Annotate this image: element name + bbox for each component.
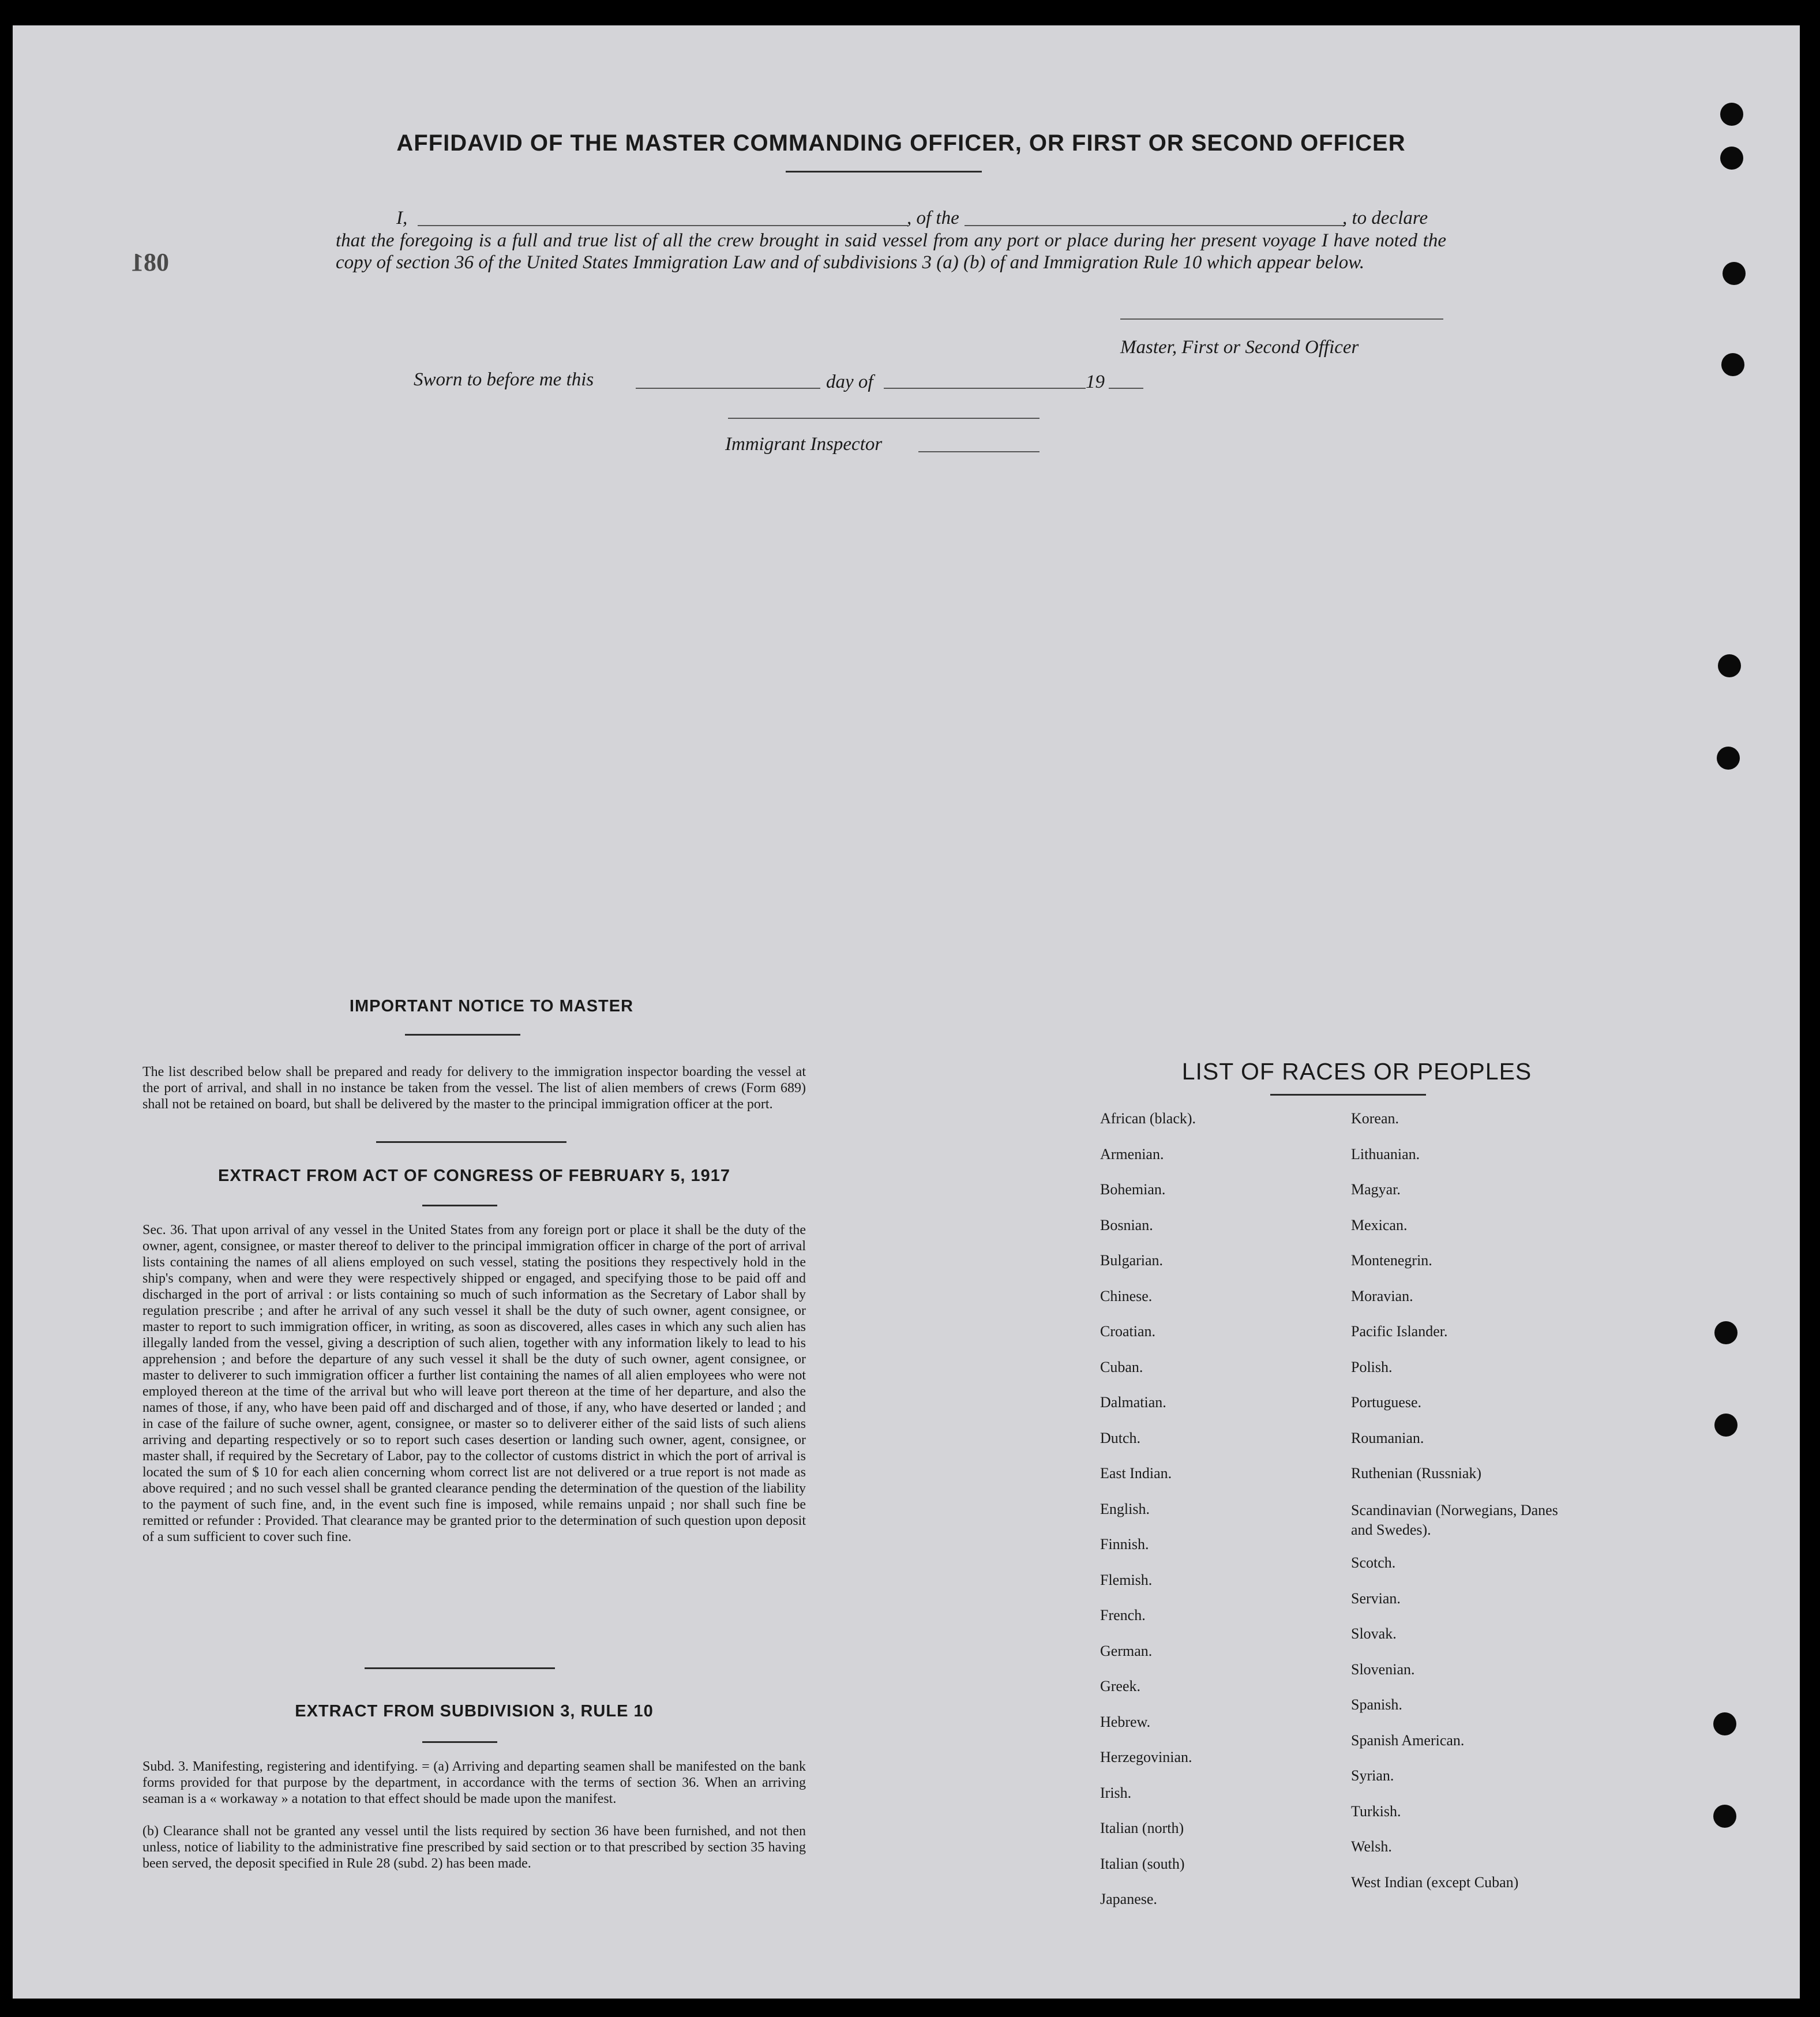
race-item: Polish. xyxy=(1351,1358,1393,1375)
inspector-signature-line[interactable] xyxy=(728,418,1040,419)
race-item: Italian (south) xyxy=(1100,1855,1185,1872)
race-item: French. xyxy=(1100,1607,1146,1624)
race-item: West Indian (except Cuban) xyxy=(1351,1873,1519,1891)
race-item: Armenian. xyxy=(1100,1145,1164,1163)
race-item: Turkish. xyxy=(1351,1802,1401,1820)
race-item: Scandinavian (Norwegians, Danes and Swedes). xyxy=(1351,1501,1558,1538)
sworn-year-blank[interactable] xyxy=(1109,388,1143,389)
race-item: Dalmatian. xyxy=(1100,1394,1166,1411)
race-item: Irish. xyxy=(1100,1784,1132,1801)
act-heading: EXTRACT FROM ACT OF CONGRESS OF FEBRUARY 5, 1917 xyxy=(217,1167,731,1185)
race-item: Portuguese. xyxy=(1351,1394,1422,1411)
rule-underline xyxy=(422,1741,497,1743)
act-underline xyxy=(422,1205,497,1206)
race-item: Flemish. xyxy=(1100,1571,1153,1588)
form-page xyxy=(13,25,1800,1999)
race-item: Spanish American. xyxy=(1351,1731,1465,1749)
day-of-label: day of xyxy=(826,372,873,392)
inspector-blank[interactable] xyxy=(918,451,1040,452)
race-item: Bohemian. xyxy=(1100,1181,1166,1198)
race-item: Chinese. xyxy=(1100,1287,1153,1304)
races-title: LIST OF RACES OR PEOPLES xyxy=(1181,1058,1532,1085)
race-item: Dutch. xyxy=(1100,1429,1141,1446)
punch-hole xyxy=(1717,747,1740,770)
race-item: German. xyxy=(1100,1642,1153,1659)
race-item: Slovenian. xyxy=(1351,1660,1415,1678)
race-item: Welsh. xyxy=(1351,1838,1392,1855)
vessel-blank[interactable] xyxy=(965,225,1345,226)
race-item: Scotch. xyxy=(1351,1554,1396,1571)
stamp-number: 081 xyxy=(131,248,169,276)
affidavit-i: I, xyxy=(396,208,408,228)
race-item: Herzegovinian. xyxy=(1100,1749,1192,1765)
race-item: Pacific Islander. xyxy=(1351,1323,1448,1340)
race-item: Japanese. xyxy=(1100,1891,1157,1907)
signature-line[interactable] xyxy=(1120,318,1443,320)
race-item: Montenegrin. xyxy=(1351,1252,1432,1269)
race-item: English. xyxy=(1100,1500,1150,1517)
punch-hole xyxy=(1718,654,1741,677)
punch-hole xyxy=(1714,1321,1738,1344)
name-blank[interactable] xyxy=(418,225,908,226)
sworn-label: Sworn to before me this xyxy=(414,369,594,390)
affidavit-body: that the foregoing is a full and true list of all the crew brought in said vessel from any port or place during her present voyage I have noted the copy of section 36 of the United States Immigration Law and of subdivisions 3 (a) (b) of and Immigration Rule 10 which appear below. xyxy=(336,230,1446,273)
race-item: Italian (north) xyxy=(1100,1820,1184,1836)
race-item: Spanish. xyxy=(1351,1696,1402,1713)
year-prefix: 19 xyxy=(1086,372,1105,392)
race-item: Hebrew. xyxy=(1100,1713,1151,1730)
race-item: Roumanian. xyxy=(1351,1429,1424,1446)
race-item: Moravian. xyxy=(1351,1287,1413,1304)
race-item: African (black). xyxy=(1100,1110,1196,1127)
notice-body: The list described below shall be prepared and ready for delivery to the immigration inspector boarding the vessel at the port of arrival, and shall in no instance be taken from the vessel. The list of alien members of crews (Form 689) shall not be retained on board, but shall be delivered by the master to the principal immigration officer at the port. xyxy=(142,1064,806,1112)
affidavit-title: AFFIDAVID OF THE MASTER COMMANDING OFFICER, OR FIRST OR SECOND OFFICER xyxy=(396,130,1406,156)
rule-body-a: Subd. 3. Manifesting, registering and identifying. = (a) Arriving and departing seamen shall be manifested on the bank forms provided for that purpose by the department, in accordance with the terms of section 36. When an arriving seaman is a « workaway » a notation to that effect should be made upon the manifest. xyxy=(142,1759,806,1806)
punch-hole xyxy=(1721,353,1744,376)
race-item: Ruthenian (Russniak) xyxy=(1351,1465,1482,1482)
races-underline xyxy=(1270,1094,1426,1096)
act-body: Sec. 36. That upon arrival of any vessel in the United States from any foreign port or place it shall be the duty of the owner, agent, consignee, or master thereof to deliver to the principal immigration officer in charge of the port of arrival lists containing the names of all aliens employed on such vessel, stating the positions they respectively hold in the ship's company, when and were they were respectively shipped or engaged, and specifying those to be paid off and discharged in the port of arrival : or lists containing so much of such information as the Secretary of Labor shall by regulation prescribe ; and after he arrival of any such vessel it shall be the duty of such owner, agent consignee, or master to report to such immigration officer, in writing, as soon as discovered, alles cases in which any such alien has illegally landed from the vessel, giving a description of such alien, together with any information likely to lead to his apprehension ; and before the departure of any such vessel it shall be the duty of such owner, agent consignee, or master to deliverer to such immigration officer a further list containing the names of all alien employees who were not employed thereon at the time of the arrival but who will leave port thereon at the time of her departure, and also the names of those, if any, who have been paid off and discharged and of those, if any, who have deserted or landed ; and in case of the failure of suche owner, agent, consignee, or master so to deliverer either of the said lists of such aliens arriving and departing respectively or so to report such cases desertion or landing such owner, agent, consignee, or master shall, if required by the Secretary of Labor, pay to the collector of customs district in which the port of arrival is located the sum of $ 10 for each alien concerning whom correct list are not delivered or a true report is not made as above required ; and no such vessel shall be granted clearance pending the determination of the question of the liability to the payment of such fine, and, in the event such fine is imposed, while remains unpaid ; nor shall such fine be remitted or refunder : Provided. That clearance may be granted prior to the determination of such question upon deposit of a sum sufficient to cover such fine. xyxy=(142,1223,806,1544)
notice-heading: IMPORTANT NOTICE TO MASTER xyxy=(349,997,634,1015)
sworn-month-blank[interactable] xyxy=(884,388,1086,389)
punch-hole xyxy=(1714,1414,1738,1437)
punch-hole xyxy=(1723,262,1746,285)
punch-hole xyxy=(1713,1805,1736,1828)
race-item: Korean. xyxy=(1351,1110,1399,1127)
race-item: Mexican. xyxy=(1351,1216,1408,1234)
race-item: Slovak. xyxy=(1351,1625,1397,1642)
race-item: Magyar. xyxy=(1351,1181,1401,1198)
rule-body-b: (b) Clearance shall not be granted any vessel until the lists required by section 36 have been furnished, and not then unless, notice of liability to the administrative fine prescribed by said section or to that prescribed by section 35 having been served, the deposit specified in Rule 28 (subd. 2) has been made. xyxy=(142,1824,806,1871)
signature-label: Master, First or Second Officer xyxy=(1120,337,1359,358)
rule-heading: EXTRACT FROM SUBDIVISION 3, RULE 10 xyxy=(295,1702,654,1720)
race-item: Croatian. xyxy=(1100,1323,1156,1340)
act-separator xyxy=(365,1667,555,1669)
race-item: Cuban. xyxy=(1100,1358,1143,1375)
race-item: Lithuanian. xyxy=(1351,1145,1420,1163)
affidavit-to-declare: , to declare xyxy=(1342,208,1428,228)
notice-separator xyxy=(376,1141,566,1143)
race-item: Finnish. xyxy=(1100,1536,1149,1553)
inspector-label: Immigrant Inspector xyxy=(725,434,883,455)
race-item: East Indian. xyxy=(1100,1465,1172,1482)
punch-hole xyxy=(1713,1712,1736,1735)
race-item: Servian. xyxy=(1351,1589,1401,1607)
sworn-day-blank[interactable] xyxy=(636,388,820,389)
race-item: Greek. xyxy=(1100,1678,1141,1694)
title-underline xyxy=(786,171,982,173)
punch-hole xyxy=(1720,147,1743,170)
race-item: Syrian. xyxy=(1351,1767,1394,1784)
punch-hole xyxy=(1720,103,1743,126)
race-item: Bosnian. xyxy=(1100,1216,1153,1234)
race-item: Bulgarian. xyxy=(1100,1252,1164,1269)
affidavit-of-the: , of the xyxy=(907,208,959,228)
notice-underline xyxy=(405,1034,520,1036)
